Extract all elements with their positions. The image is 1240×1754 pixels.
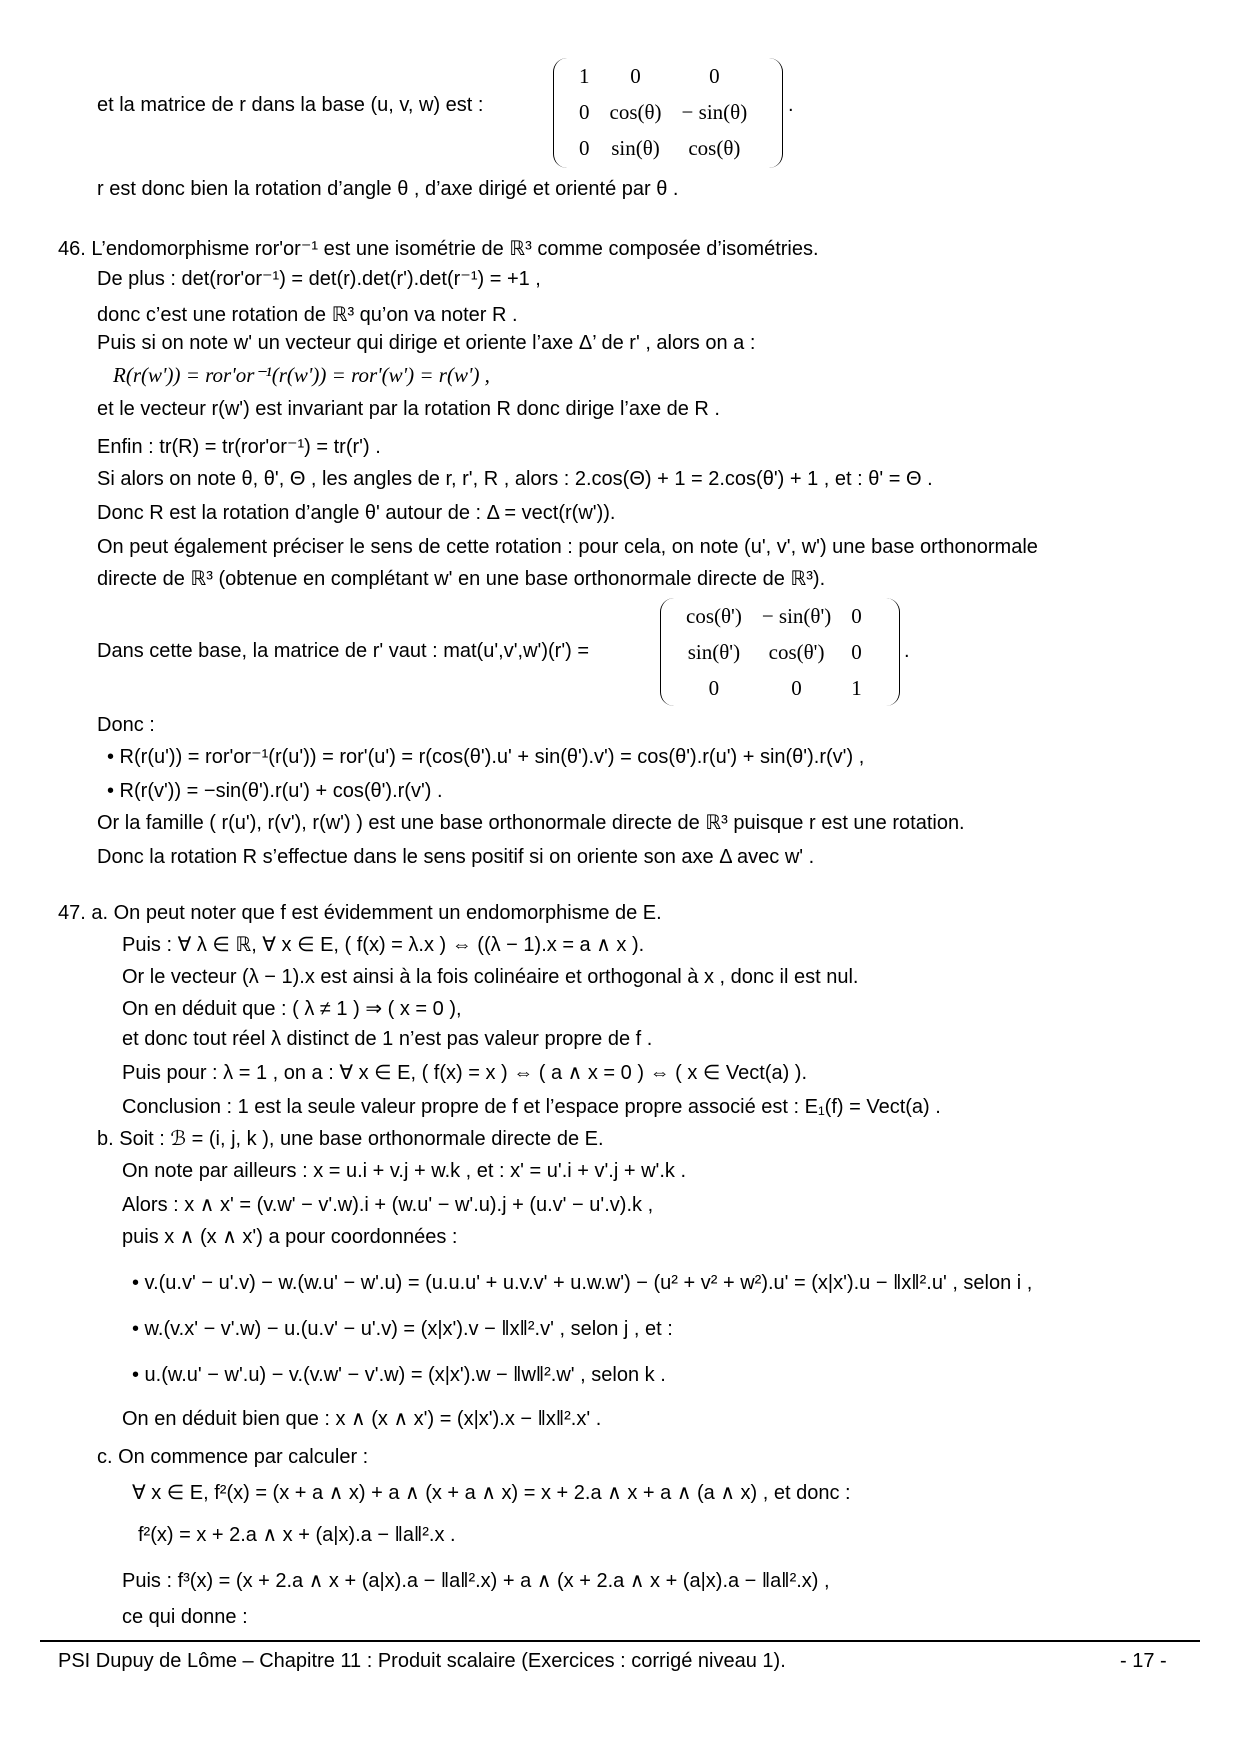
rotation-matrix-prime	[660, 598, 900, 706]
matrix-cell: 0	[630, 63, 641, 88]
matrix-cell: 1	[579, 63, 590, 88]
text-line: Or la famille ( r(u'), r(v'), r(w') ) est une base orthonormale directe de ℝ³ puisque r est une rotation.	[97, 812, 965, 834]
exercise-47-heading: 47. a. On peut noter que f est évidemment un endomorphisme de E.	[58, 902, 662, 924]
text-line: Conclusion : 1 est la seule valeur propre de f et l’espace propre associé est : E₁(f) = Vect(a) .	[122, 1096, 941, 1118]
text-line: Donc la rotation R s’effectue dans le sens positif si on oriente son axe Δ avec w' .	[97, 846, 815, 868]
text-line: On en déduit bien que : x ∧ (x ∧ x') = (x|x').x − ‖x‖².x' .	[122, 1408, 602, 1430]
text-line: On en déduit que : ( λ ≠ 1 ) ⇒ ( x = 0 ),	[122, 998, 462, 1020]
page-number: - 17 -	[1120, 1650, 1167, 1672]
text-line: Si alors on note θ, θ', Θ , les angles de r, r', R , alors : 2.cos(Θ) + 1 = 2.cos(θ') + 1 , et : θ' = Θ .	[97, 468, 933, 490]
matrix-cell: 0	[851, 603, 862, 628]
text-line: et le vecteur r(w') est invariant par la rotation R donc dirige l’axe de R .	[97, 398, 720, 420]
matrix-cell: 0	[579, 135, 590, 160]
footer-title: PSI Dupuy de Lôme – Chapitre 11 : Produit scalaire (Exercices : corrigé niveau 1).	[58, 1650, 786, 1672]
matrix-cell: cos(θ')	[768, 639, 825, 664]
matrix-cell: 0	[709, 63, 720, 88]
matrix-cell: cos(θ)	[609, 99, 662, 124]
text-line: c. On commence par calculer :	[97, 1446, 369, 1468]
text-line: donc c’est une rotation de ℝ³ qu’on va noter R .	[97, 304, 518, 326]
matrix-period: .	[904, 640, 910, 662]
matrix-cell: 0	[579, 99, 590, 124]
matrix-cell: sin(θ')	[687, 639, 741, 664]
matrix-cell: cos(θ')	[686, 603, 742, 628]
rotation-matrix	[553, 58, 783, 168]
matrix-cell: 0	[851, 639, 862, 664]
text-line: Donc :	[97, 714, 155, 736]
text-line: Alors : x ∧ x' = (v.w' − v'.w).i + (w.u' − w'.u).j + (u.v' − u'.v).k ,	[122, 1194, 654, 1216]
matrix-cell: cos(θ)	[688, 135, 741, 160]
matrix-cell: 0	[708, 675, 720, 700]
text-line: ∀ x ∈ E, f²(x) = (x + a ∧ x) + a ∧ (x + a ∧ x) = x + 2.a ∧ x + a ∧ (a ∧ x) , et donc :	[132, 1482, 851, 1504]
exercise-46-heading: 46. L’endomorphisme ror'or⁻¹ est une isométrie de ℝ³ comme composée d’isométries.	[58, 238, 819, 260]
text-line: directe de ℝ³ (obtenue en complétant w' en une base orthonormale directe de ℝ³).	[97, 568, 826, 590]
text-line: Enfin : tr(R) = tr(ror'or⁻¹) = tr(r') .	[97, 436, 381, 458]
line-matrix2-intro: Dans cette base, la matrice de r' vaut : mat(u',v',w')(r') =	[97, 640, 590, 662]
text-line: On note par ailleurs : x = u.i + v.j + w.k , et : x' = u'.i + v'.j + w'.k .	[122, 1160, 687, 1182]
text-line: b. Soit : ℬ = (i, j, k ), une base orthonormale directe de E.	[97, 1128, 604, 1150]
matrix-cell: − sin(θ)	[681, 99, 748, 124]
bullet-line: • u.(w.u' − w'.u) − v.(v.w' − v'.w) = (x|x').w − ‖w‖².w' , selon k .	[132, 1364, 666, 1386]
bullet-line: • R(r(u')) = ror'or⁻¹(r(u')) = ror'(u') = r(cos(θ').u' + sin(θ').v') = cos(θ').r(u') + sin(θ').r(v') ,	[107, 746, 865, 768]
text-line: On peut également préciser le sens de cette rotation : pour cela, on note (u', v', w') une base orthonormale	[97, 536, 1038, 558]
matrix-cell: sin(θ)	[611, 135, 660, 160]
matrix-cell: − sin(θ')	[761, 603, 832, 628]
text-line: Puis pour : λ = 1 , on a : ∀ x ∈ E, ( f(x) = x ) ⇔ ( a ∧ x = 0 ) ⇔ ( x ∈ Vect(a) ).	[122, 1062, 808, 1084]
bullet-line: • v.(u.v' − u'.v) − w.(w.u' − w'.u) = (u.u.u' + u.v.v' + u.w.w') − (u² + v² + w²).u' = (x|x').u − ‖x‖².u' , selon i ,	[132, 1272, 1033, 1294]
text-line: Puis si on note w' un vecteur qui dirige et oriente l’axe Δ’ de r' , alors on a :	[97, 332, 756, 354]
matrix-period: .	[788, 94, 794, 116]
footer-divider	[40, 1640, 1200, 1642]
text-line: et donc tout réel λ distinct de 1 n’est pas valeur propre de f .	[122, 1028, 653, 1050]
matrix-cell: 1	[851, 675, 862, 700]
text-line: Donc R est la rotation d’angle θ' autour de : Δ = vect(r(w')).	[97, 502, 616, 524]
text-line: Or le vecteur (λ − 1).x est ainsi à la fois colinéaire et orthogonal à x , donc il est nul.	[122, 966, 859, 988]
text-line: Puis : ∀ λ ∈ ℝ, ∀ x ∈ E, ( f(x) = λ.x ) ⇔ ((λ − 1).x = a ∧ x ).	[122, 934, 645, 956]
text-line: puis x ∧ (x ∧ x') a pour coordonnées :	[122, 1226, 458, 1248]
line-matrix-intro: et la matrice de r dans la base (u, v, w) est :	[97, 94, 484, 116]
text-line: Puis : f³(x) = (x + 2.a ∧ x + (a|x).a − ‖a‖².x) + a ∧ (x + 2.a ∧ x + (a|x).a − ‖a‖².x) ,	[122, 1570, 830, 1592]
text-line: ce qui donne :	[122, 1606, 248, 1628]
text-line: De plus : det(ror'or⁻¹) = det(r).det(r').det(r⁻¹) = +1 ,	[97, 268, 541, 290]
matrix-cell: 0	[791, 675, 802, 700]
bullet-line: • R(r(v')) = −sin(θ').r(u') + cos(θ').r(v') .	[107, 780, 443, 802]
equation-line: R(r(w')) = ror'or⁻¹(r(w')) = ror'(w') = r(w') ,	[113, 363, 490, 387]
text-line: r est donc bien la rotation d’angle θ , d’axe dirigé et orienté par θ .	[97, 178, 679, 200]
bullet-line: • w.(v.x' − v'.w) − u.(u.v' − u'.v) = (x|x').v − ‖x‖².v' , selon j , et :	[132, 1318, 673, 1340]
text-line: f²(x) = x + 2.a ∧ x + (a|x).a − ‖a‖².x .	[138, 1524, 456, 1546]
